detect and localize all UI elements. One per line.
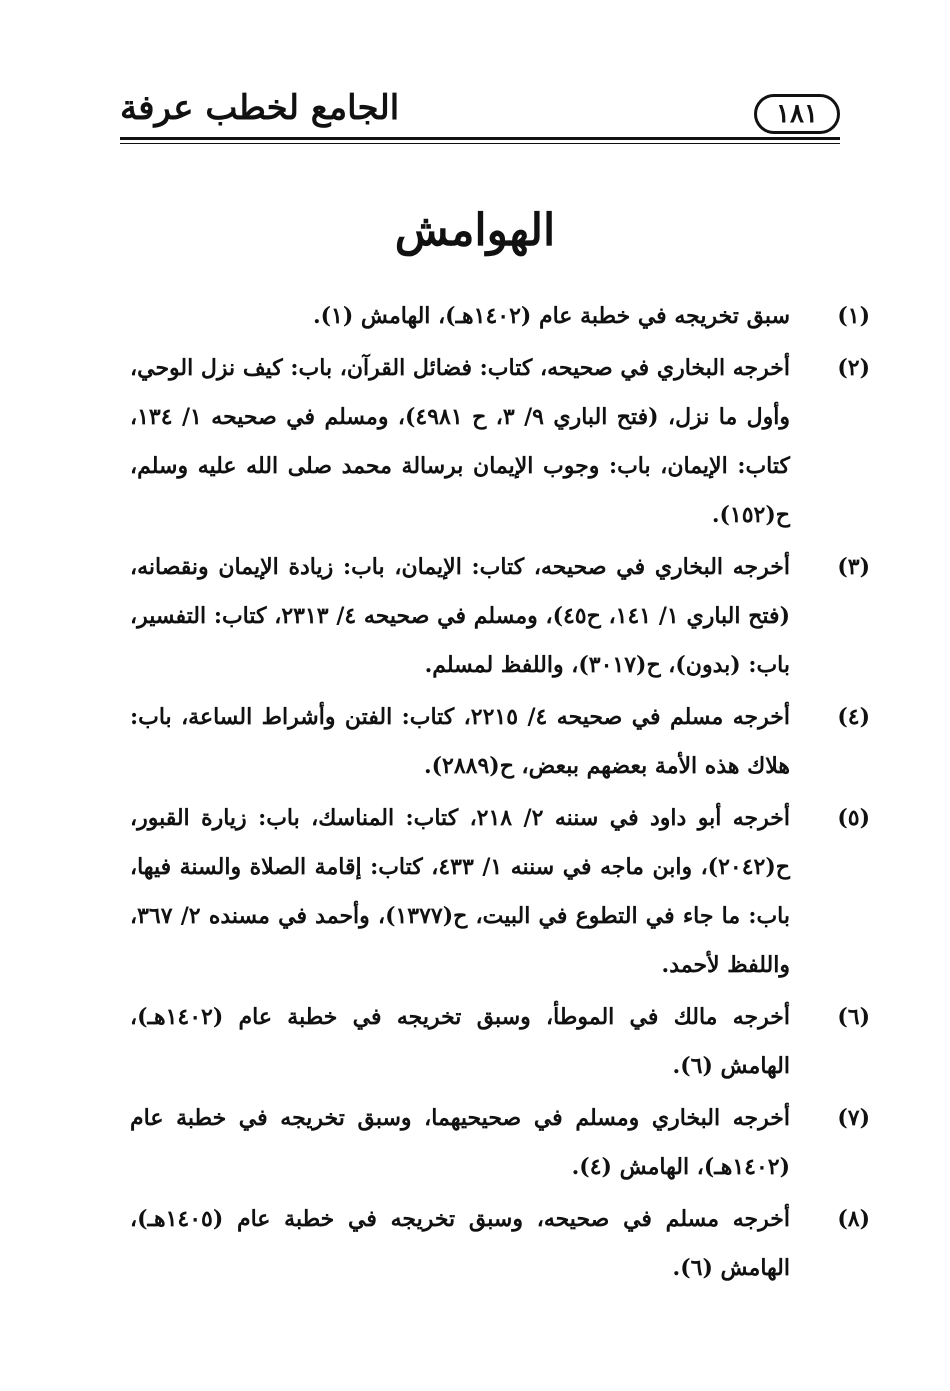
footnotes-list	[130, 292, 870, 1296]
footnote-number: (٢)	[837, 355, 870, 381]
footnote-text: أخرجه البخاري في صحيحه، كتاب: الإيمان، باب: زيادة الإيمان ونقصانه، (فتح الباري ١/ ١٤١، ح٤٥)، ومسلم في صحيحه ٤/ ٢٣١٣، كتاب: التفسير، باب: (بدون)، ح(٣٠١٧)، واللفظ لمسلم.	[130, 554, 790, 678]
footnote-number: (٦)	[837, 1004, 870, 1030]
footnote-3	[130, 543, 870, 690]
footnote-5	[130, 794, 870, 990]
footnote-text: سبق تخريجه في خطبة عام (١٤٠٢هـ)، الهامش (١).	[312, 303, 790, 329]
book-title: الجامع لخطب عرفة	[120, 88, 400, 128]
footnote-number: (٥)	[837, 805, 870, 831]
footnote-2	[130, 344, 870, 540]
footnote-text: أخرجه البخاري في صحيحه، كتاب: فضائل القرآن، باب: كيف نزل الوحي، وأول ما نزل، (فتح الباري ٩/ ٣، ح ٤٩٨١)، ومسلم في صحيحه ١/ ١٣٤، كتاب: الإيمان، باب: وجوب الإيمان برسالة محمد صلى الله عليه وسلم، ح(١٥٢).	[130, 355, 790, 528]
footnote-7	[130, 1094, 870, 1192]
footnote-text: أخرجه مسلم في صحيحه ٤/ ٢٢١٥، كتاب: الفتن وأشراط الساعة، باب: هلاك هذه الأمة بعضهم ببعض، ح(٢٨٨٩).	[130, 704, 791, 779]
footnote-1	[130, 292, 870, 341]
footnote-text: أخرجه مالك في الموطأ، وسبق تخريجه في خطبة عام (١٤٠٢هـ)، الهامش (٦).	[130, 1004, 790, 1079]
footnote-number: (٨)	[837, 1206, 870, 1232]
page-number: ١٨١	[754, 94, 840, 134]
footnote-text: أخرجه البخاري ومسلم في صحيحيهما، وسبق تخريجه في خطبة عام (١٤٠٢هـ)، الهامش (٤).	[130, 1105, 790, 1180]
section-title: الهوامش	[394, 205, 556, 256]
footnote-number: (٧)	[837, 1105, 870, 1131]
footnote-text: أخرجه مسلم في صحيحه، وسبق تخريجه في خطبة عام (١٤٠٥هـ)، الهامش (٦).	[130, 1206, 790, 1281]
footnote-8	[130, 1195, 870, 1293]
footnote-number: (١)	[837, 303, 870, 329]
footnote-number: (٣)	[837, 554, 870, 580]
page-header	[120, 84, 840, 152]
footnote-4	[130, 693, 870, 791]
footnote-number: (٤)	[837, 704, 870, 730]
header-divider	[120, 137, 840, 144]
footnote-text: أخرجه أبو داود في سننه ٢/ ٢١٨، كتاب: المناسك، باب: زيارة القبور، ح(٢٠٤٢)، وابن ماجه في سننه ١/ ٤٣٣، كتاب: إقامة الصلاة والسنة فيها، باب: ما جاء في التطوع في البيت، ح(١٣٧٧)، وأحمد في مسنده ٢/ ٣٦٧، واللفظ لأحمد.	[130, 805, 790, 978]
footnote-6	[130, 993, 870, 1091]
